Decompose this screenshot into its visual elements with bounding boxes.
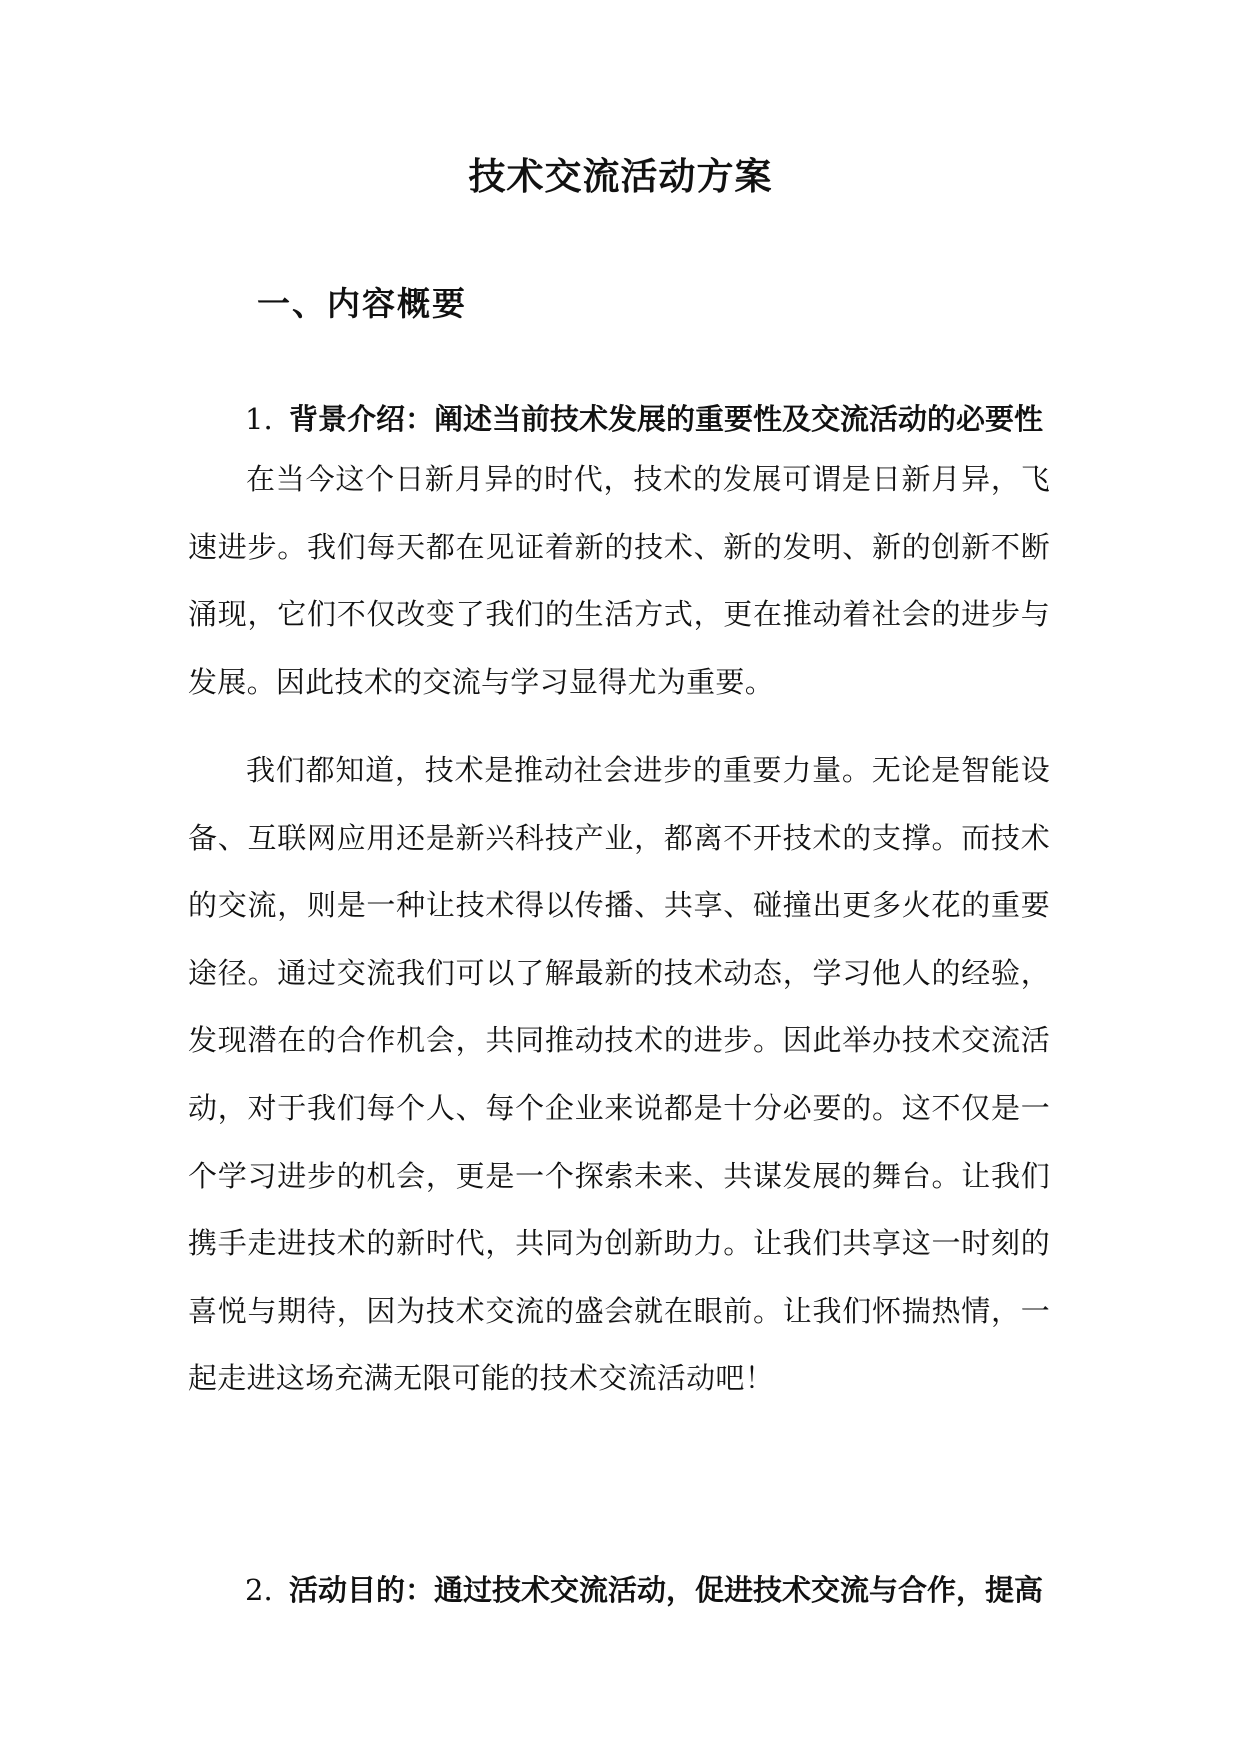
- document-title: 技术交流活动方案: [468, 154, 773, 198]
- paragraph-importance: 我们都知道，技术是推动社会进步的重要力量。无论是智能设备、互联网应用还是新兴科技产业，都离不开技术的支撑。而技术的交流，则是一种让技术得以传播、共享、碰撞出更多火花的重要途径。通过交流我们可以了解最新的技术动态，学习他人的经验，发现潜在的合作机会，共同推动技术的进步。因此举办技术交流活动，对于我们每个人、每个企业来说都是十分必要的。这不仅是一个学习进步的机会，更是一个探索未来、共谋发展的舞台。让我们携手走进技术的新时代，共同为创新助力。让我们共享这一时刻的喜悦与期待，因为技术交流的盛会就在眼前。让我们怀揣热情，一起走进这场充满无限可能的技术交流活动吧！: [188, 753, 1050, 1396]
- subheading-number: 2.: [245, 1573, 273, 1607]
- paragraph-background: 在当今这个日新月异的时代，技术的发展可谓是日新月异，飞速进步。我们每天都在见证着新的技术、新的发明、新的创新不断涌现，它们不仅改变了我们的生活方式，更在推动着社会的进步与发展。因此技术的交流与学习显得尤为重要。: [188, 462, 1050, 699]
- subheading-text: 背景介绍：阐述当前技术发展的重要性及交流活动的必要性: [289, 402, 1044, 436]
- section-heading: 一、内容概要: [257, 284, 467, 323]
- subheading-purpose: [245, 1570, 1065, 1610]
- subheading-number: 1.: [245, 402, 273, 436]
- subheading-text: 活动目的：通过技术交流活动，促进技术交流与合作，提高: [289, 1573, 1044, 1607]
- subheading-background: [245, 399, 1065, 439]
